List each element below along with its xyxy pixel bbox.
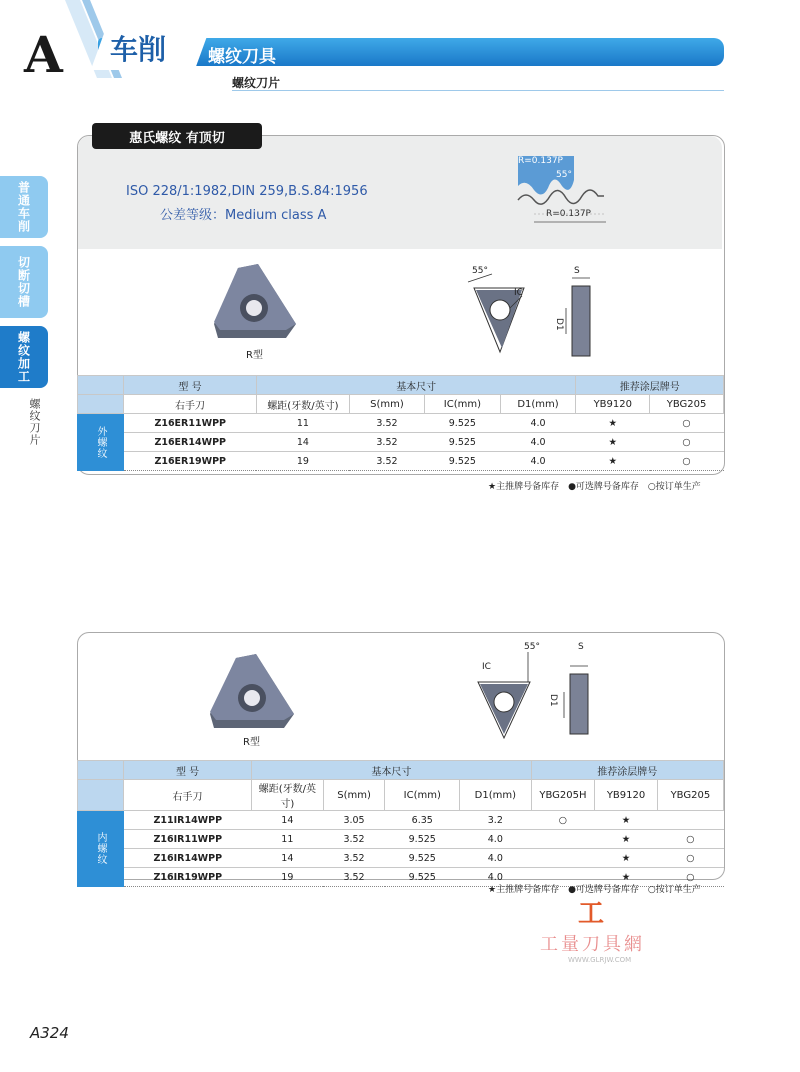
cell: 11 bbox=[252, 830, 323, 849]
model-cell: Z16IR11WPP bbox=[124, 830, 252, 849]
col-header: D1(mm) bbox=[500, 395, 576, 414]
col-header: IC(mm) bbox=[425, 395, 501, 414]
table-row bbox=[78, 452, 724, 471]
cell: 3.2 bbox=[460, 811, 532, 830]
model-cell: Z16ER14WPP bbox=[124, 433, 257, 452]
cell: 3.52 bbox=[323, 868, 385, 887]
cell: 3.52 bbox=[349, 452, 424, 471]
cell: ○ bbox=[657, 830, 723, 849]
cell: 19 bbox=[256, 452, 349, 471]
page-subtitle: 螺纹刀片 bbox=[232, 76, 281, 90]
drawing-d1-label: D1 bbox=[554, 318, 564, 331]
tolerance-text: 公差等级：Medium class A bbox=[160, 208, 327, 223]
cell: 9.525 bbox=[425, 414, 501, 433]
cell: ★ bbox=[576, 414, 650, 433]
col-header-grades: 推荐涂层牌号 bbox=[576, 376, 724, 395]
cell: 3.05 bbox=[323, 811, 385, 830]
sidebar-tab-threading[interactable] bbox=[0, 326, 48, 388]
cell: ★ bbox=[595, 868, 658, 887]
cell: ○ bbox=[650, 433, 724, 452]
cell: ★ bbox=[595, 849, 658, 868]
col-header: S(mm) bbox=[349, 395, 424, 414]
model-cell: Z16ER19WPP bbox=[124, 452, 257, 471]
col-header-dims: 基本尺寸 bbox=[256, 376, 575, 395]
model-cell: Z11IR14WPP bbox=[124, 811, 252, 830]
cell: ○ bbox=[650, 452, 724, 471]
table-row bbox=[78, 849, 724, 868]
col-header: 右手刀 bbox=[124, 395, 257, 414]
cell: 11 bbox=[256, 414, 349, 433]
table-row bbox=[78, 830, 724, 849]
insert-photo bbox=[206, 654, 298, 732]
legend: ★主推牌号备库存 ●可选牌号备库存 ○按订单生产 bbox=[488, 482, 701, 492]
legend: ★主推牌号备库存 ●可选牌号备库存 ○按订单生产 bbox=[488, 885, 701, 895]
col-header: 螺距(牙数/英寸) bbox=[252, 780, 323, 811]
insert-type-label: R型 bbox=[246, 350, 263, 361]
col-header: 右手刀 bbox=[124, 780, 252, 811]
section1-tag: 惠氏螺纹 有顶切 bbox=[92, 123, 262, 149]
cell: 6.35 bbox=[385, 811, 460, 830]
watermark-url: WWW.GLRJW.COM bbox=[568, 956, 632, 964]
col-header: YBG205H bbox=[531, 780, 595, 811]
cell: 3.52 bbox=[323, 849, 385, 868]
col-header: YBG205 bbox=[657, 780, 723, 811]
cell: ○ bbox=[657, 868, 723, 887]
drawing-ic-label: IC bbox=[514, 288, 523, 298]
cell bbox=[531, 830, 595, 849]
profile-bottom-radius: R=0.137P bbox=[546, 209, 591, 219]
col-header: S(mm) bbox=[323, 780, 385, 811]
insert-drawing bbox=[470, 642, 600, 742]
model-cell: Z16ER11WPP bbox=[124, 414, 257, 433]
cell: 4.0 bbox=[500, 414, 576, 433]
col-header: 螺距(牙数/英寸) bbox=[256, 395, 349, 414]
col-header: YB9120 bbox=[595, 780, 658, 811]
spec-table-external bbox=[77, 375, 724, 471]
cell bbox=[531, 849, 595, 868]
drawing-ic-label: IC bbox=[482, 662, 491, 672]
col-header: D1(mm) bbox=[460, 780, 532, 811]
cell bbox=[657, 811, 723, 830]
cell: 3.52 bbox=[349, 414, 424, 433]
cell: 4.0 bbox=[460, 849, 532, 868]
row-group-label: 内螺纹 bbox=[78, 811, 124, 887]
cell: ○ bbox=[650, 414, 724, 433]
profile-top-radius: R=0.137P bbox=[518, 156, 563, 166]
insert-photo bbox=[210, 264, 300, 342]
table-row bbox=[78, 433, 724, 452]
drawing-s-label: S bbox=[578, 642, 584, 652]
cell: 3.52 bbox=[323, 830, 385, 849]
standard-text: ISO 228/1:1982,DIN 259,B.S.84:1956 bbox=[126, 184, 368, 199]
col-header-grades: 推荐涂层牌号 bbox=[531, 761, 723, 780]
page-number: A324 bbox=[30, 1024, 69, 1042]
insert-drawing bbox=[462, 268, 602, 364]
drawing-angle-label: 55° bbox=[472, 266, 488, 276]
watermark-text: 工量刀具網 bbox=[540, 934, 645, 955]
cell: ★ bbox=[576, 433, 650, 452]
sidebar-tab-label: 普通车削 bbox=[16, 181, 31, 233]
col-header-model: 型 号 bbox=[124, 376, 257, 395]
sidebar-tab-general-turning[interactable] bbox=[0, 176, 48, 238]
cell: 14 bbox=[256, 433, 349, 452]
cell: 3.52 bbox=[349, 433, 424, 452]
sidebar-tab-label: 切断切槽 bbox=[16, 256, 31, 308]
cell: 4.0 bbox=[460, 830, 532, 849]
drawing-d1-label: D1 bbox=[548, 694, 558, 707]
col-header: IC(mm) bbox=[385, 780, 460, 811]
col-header: YB9120 bbox=[576, 395, 650, 414]
cell: ★ bbox=[595, 811, 658, 830]
cell: 9.525 bbox=[425, 433, 501, 452]
table-row bbox=[78, 811, 724, 830]
cell: 9.525 bbox=[385, 830, 460, 849]
subtitle-divider bbox=[232, 90, 724, 91]
cell: ○ bbox=[531, 811, 595, 830]
cell: 14 bbox=[252, 811, 323, 830]
drawing-s-label: S bbox=[574, 266, 580, 276]
sidebar-tab-label: 螺纹加工 bbox=[16, 331, 31, 383]
spec-table-internal bbox=[77, 760, 724, 887]
cell: 4.0 bbox=[500, 452, 576, 471]
cell: 9.525 bbox=[425, 452, 501, 471]
cell: 4.0 bbox=[500, 433, 576, 452]
cell: 19 bbox=[252, 868, 323, 887]
drawing-angle-label: 55° bbox=[524, 642, 540, 652]
model-cell: Z16IR14WPP bbox=[124, 849, 252, 868]
model-cell: Z16IR19WPP bbox=[124, 868, 252, 887]
cell: ○ bbox=[657, 849, 723, 868]
sidebar-sub-label: 螺纹刀片 bbox=[28, 398, 41, 446]
watermark-logo: 工 bbox=[578, 899, 605, 929]
cell: ★ bbox=[595, 830, 658, 849]
cell: ★ bbox=[576, 452, 650, 471]
cell: 4.0 bbox=[460, 868, 532, 887]
page-title: 螺纹刀具 bbox=[208, 47, 276, 67]
insert-type-label: R型 bbox=[243, 737, 260, 748]
col-header-dims: 基本尺寸 bbox=[252, 761, 532, 780]
cell: 9.525 bbox=[385, 868, 460, 887]
sidebar-tab-parting-grooving[interactable] bbox=[0, 246, 48, 318]
profile-angle: 55° bbox=[556, 170, 572, 180]
section-title: 车削 bbox=[110, 33, 167, 66]
cell: 14 bbox=[252, 849, 323, 868]
col-header: YBG205 bbox=[650, 395, 724, 414]
section-letter: A bbox=[24, 25, 63, 84]
row-group-label: 外螺纹 bbox=[78, 414, 124, 471]
table-row bbox=[78, 414, 724, 433]
col-header-model: 型 号 bbox=[124, 761, 252, 780]
cell: 9.525 bbox=[385, 849, 460, 868]
